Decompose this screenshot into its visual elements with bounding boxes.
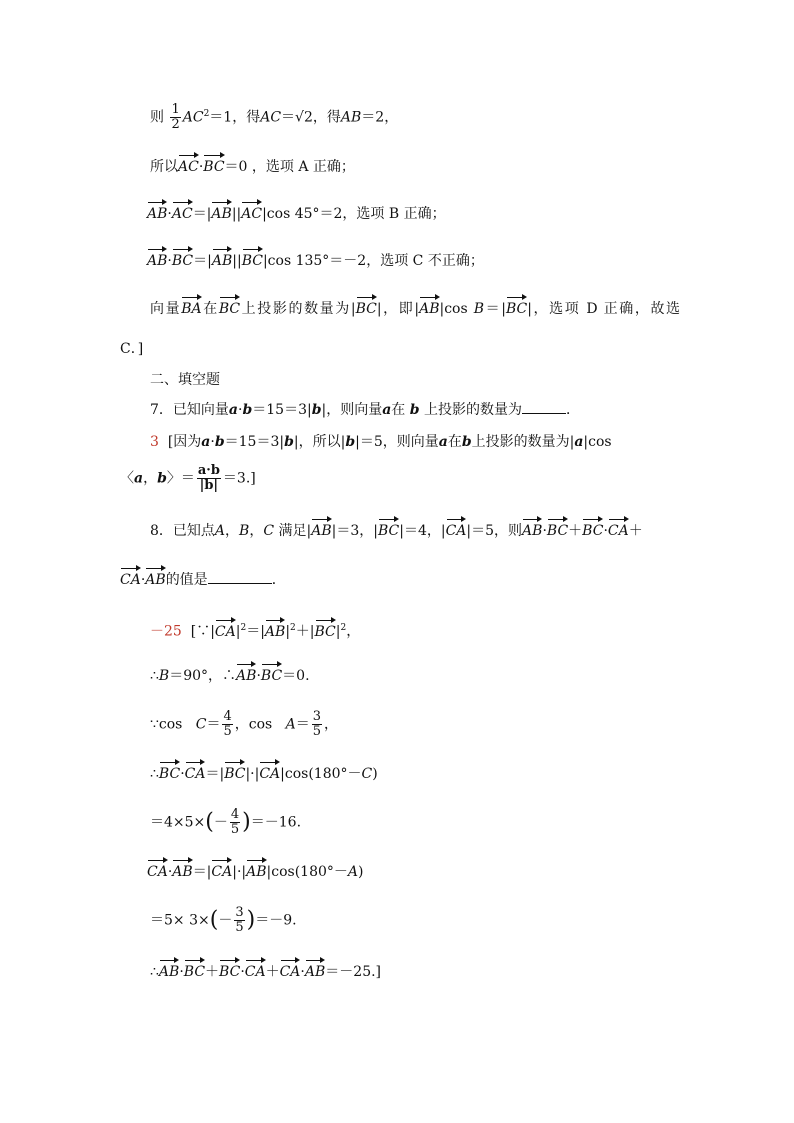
text: ＋ bbox=[265, 964, 280, 980]
vector: AB bbox=[145, 572, 166, 588]
vector: CA bbox=[607, 523, 629, 539]
math-var: AC bbox=[260, 109, 282, 126]
math-var: b bbox=[311, 402, 322, 418]
dot-operator: · bbox=[167, 253, 172, 269]
text: 上投影的数量为| bbox=[240, 301, 356, 317]
math-var: C bbox=[361, 766, 373, 782]
text: ＝15＝3| bbox=[224, 434, 285, 450]
text: ∴ bbox=[150, 766, 159, 782]
math-var: B bbox=[473, 301, 485, 317]
fraction bbox=[197, 464, 221, 493]
text: ＝5× 3× bbox=[150, 912, 210, 929]
fraction bbox=[170, 103, 180, 132]
vector: CA bbox=[279, 964, 301, 980]
math-var: B bbox=[158, 668, 170, 684]
text: 上投影的数量为 bbox=[424, 402, 522, 418]
vector: BC bbox=[158, 766, 181, 782]
denominator: 5 bbox=[223, 724, 232, 739]
answer-8-line-4 bbox=[150, 764, 378, 784]
text: 上投影的数量为| bbox=[471, 434, 575, 450]
dot-operator: · bbox=[238, 402, 243, 418]
text: ． bbox=[566, 402, 580, 418]
vector: BC bbox=[355, 301, 377, 317]
vector: AC bbox=[241, 206, 263, 222]
solution-line-5 bbox=[150, 299, 680, 319]
text: ， bbox=[143, 470, 158, 487]
numerator: 3 bbox=[235, 905, 244, 920]
text: 在 bbox=[391, 402, 406, 418]
text: 则 bbox=[150, 109, 164, 126]
vector: BC bbox=[582, 523, 604, 539]
vector: AB bbox=[264, 623, 286, 640]
math-var: B bbox=[239, 523, 250, 539]
text: ∴ bbox=[150, 668, 159, 684]
dot-operator: · bbox=[198, 159, 204, 175]
text: 所以 bbox=[150, 159, 178, 175]
text: ＝| bbox=[484, 301, 506, 317]
vector: AB bbox=[311, 523, 332, 539]
text: ∴ bbox=[150, 964, 159, 980]
math-var: b bbox=[345, 434, 356, 450]
math-var: AC bbox=[182, 109, 204, 126]
answer-value: －25 bbox=[150, 623, 182, 640]
vector: AB bbox=[172, 864, 193, 880]
denominator: 5 bbox=[230, 822, 240, 837]
denominator: |b| bbox=[199, 478, 219, 493]
text: ＝| bbox=[193, 253, 212, 269]
text: |＝5，则向量 bbox=[355, 434, 439, 450]
text: |，选项 D 正确，故选 bbox=[527, 301, 681, 317]
solution-line-1 bbox=[150, 103, 398, 132]
question-8 bbox=[150, 521, 643, 541]
heading-text: 二、填空题 bbox=[150, 372, 220, 388]
text: ， bbox=[249, 523, 264, 539]
section-heading bbox=[150, 370, 220, 390]
text: － bbox=[213, 814, 228, 831]
denominator: 2 bbox=[171, 117, 180, 132]
text: |，则向量 bbox=[321, 402, 383, 418]
numerator: 4 bbox=[223, 709, 232, 724]
answer-8-line-5 bbox=[150, 808, 301, 837]
text: ＝2， bbox=[361, 109, 399, 126]
numerator: 4 bbox=[230, 807, 240, 822]
text: [因为 bbox=[167, 434, 202, 450]
answer-blank bbox=[208, 571, 272, 584]
text: ＝| bbox=[205, 766, 225, 782]
vector: AB bbox=[158, 964, 180, 980]
vector: CA bbox=[184, 766, 206, 782]
text: ＝1，得 bbox=[209, 109, 261, 126]
answer-8-line-6 bbox=[147, 862, 363, 882]
text: ＝| bbox=[192, 206, 212, 222]
text: |cos(180°－ bbox=[266, 864, 348, 880]
question-7 bbox=[150, 400, 580, 420]
answer-8-line-3 bbox=[150, 710, 338, 739]
denominator: 5 bbox=[235, 920, 244, 935]
right-paren: ) bbox=[242, 809, 251, 835]
solution-line-3 bbox=[147, 204, 446, 224]
vector: BC bbox=[505, 301, 528, 317]
answer-7 bbox=[150, 432, 612, 452]
dot-operator: · bbox=[300, 964, 305, 980]
text: 的值是 bbox=[165, 572, 208, 588]
text: ＝ bbox=[295, 716, 310, 733]
text: ＝4×5× bbox=[150, 814, 206, 831]
text: |＝4，| bbox=[399, 523, 446, 539]
vector: AB bbox=[147, 253, 168, 269]
text: ＝－25.] bbox=[325, 964, 382, 980]
fraction bbox=[234, 906, 244, 935]
text: ． bbox=[271, 572, 286, 588]
math-var: b bbox=[461, 434, 472, 450]
text: ， bbox=[346, 623, 361, 640]
text: || bbox=[232, 253, 242, 269]
dot-operator: · bbox=[167, 864, 173, 880]
dot-operator: · bbox=[542, 523, 547, 539]
math-var: b bbox=[284, 434, 294, 450]
math-var: b bbox=[242, 402, 253, 418]
text: 满足| bbox=[278, 523, 312, 539]
text: ) bbox=[372, 766, 378, 782]
text: ＝| bbox=[192, 864, 212, 880]
math-var: b bbox=[214, 434, 225, 450]
text: 〈 bbox=[120, 470, 134, 487]
vector: BC bbox=[218, 301, 241, 317]
math-var: C bbox=[195, 716, 207, 733]
vector: CA bbox=[211, 864, 233, 880]
text: || bbox=[231, 206, 242, 222]
vector: BC bbox=[171, 253, 194, 269]
solution-line-4 bbox=[147, 251, 484, 271]
dot-operator: · bbox=[256, 668, 261, 684]
vector: AB bbox=[147, 206, 168, 222]
text: ＋ bbox=[205, 964, 220, 980]
math-var: a bbox=[438, 434, 448, 450]
solution-line-6 bbox=[120, 339, 143, 359]
vector: AB bbox=[522, 523, 543, 539]
text: ， bbox=[225, 523, 240, 539]
text: 〉＝ bbox=[166, 470, 195, 487]
text: ＝√2，得 bbox=[281, 109, 341, 126]
dot-operator: · bbox=[603, 523, 608, 539]
vector: BC bbox=[314, 623, 336, 640]
math-var: b bbox=[409, 402, 420, 418]
answer-8-line-7 bbox=[150, 906, 297, 935]
text: 7．已知向量 bbox=[150, 402, 229, 418]
text: |cos bbox=[583, 434, 612, 450]
vector: AB bbox=[211, 206, 232, 222]
vector: CA bbox=[214, 623, 236, 640]
text: ＝90°，∴ bbox=[169, 668, 237, 684]
text: 8．已知点 bbox=[150, 523, 215, 539]
vector: BA bbox=[181, 301, 202, 317]
text: |＝3，| bbox=[331, 523, 378, 539]
dot-operator: · bbox=[210, 434, 215, 450]
text: | bbox=[335, 623, 341, 640]
vector: AB bbox=[419, 301, 440, 317]
math-var: a bbox=[134, 470, 144, 487]
vector: BC bbox=[224, 766, 246, 782]
dot-operator: · bbox=[140, 572, 146, 588]
vector: AC bbox=[171, 206, 193, 222]
right-paren: ) bbox=[246, 907, 256, 933]
math-var: C bbox=[263, 523, 275, 539]
vector: AB bbox=[304, 964, 326, 980]
text: | bbox=[235, 623, 241, 640]
vector: CA bbox=[147, 864, 168, 880]
text: |，即| bbox=[376, 301, 420, 317]
vector: AB bbox=[236, 668, 257, 684]
dot-operator: · bbox=[180, 766, 185, 782]
math-var: a bbox=[201, 434, 211, 450]
text: ＋| bbox=[295, 623, 315, 640]
exponent: 2 bbox=[203, 108, 210, 119]
text: ＝ bbox=[206, 716, 221, 733]
exponent: 2 bbox=[340, 623, 347, 633]
vector: CA bbox=[445, 523, 467, 539]
math-var: b bbox=[157, 470, 167, 487]
answer-8-line-2 bbox=[150, 666, 310, 686]
vector: CA bbox=[244, 964, 266, 980]
text: ＝0 ，选项 A 正确； bbox=[224, 159, 355, 175]
text: 在 bbox=[447, 434, 462, 450]
vector: BC bbox=[377, 523, 400, 539]
text: |cos bbox=[439, 301, 468, 317]
answer-8-line-1 bbox=[150, 618, 360, 642]
text: ＝| bbox=[246, 623, 265, 640]
text: |＝5，则 bbox=[466, 523, 523, 539]
vector: AC bbox=[178, 159, 199, 175]
text: |，所以| bbox=[293, 434, 346, 450]
vector: AB bbox=[246, 864, 267, 880]
math-var: a bbox=[228, 402, 238, 418]
math-var: a bbox=[382, 402, 392, 418]
vector: BC bbox=[241, 253, 263, 269]
math-var: a bbox=[574, 434, 584, 450]
exponent: 2 bbox=[240, 623, 247, 633]
text: [∵| bbox=[190, 623, 215, 640]
exponent: 2 bbox=[290, 623, 296, 633]
vector: BC bbox=[260, 668, 283, 684]
question-8-cont bbox=[120, 570, 286, 590]
answer-7-cont bbox=[120, 464, 256, 493]
left-paren: ( bbox=[209, 907, 219, 933]
text: ＋ bbox=[628, 523, 643, 539]
text: |cos(180°－ bbox=[280, 766, 362, 782]
dot-operator: · bbox=[179, 964, 184, 980]
math-var: A bbox=[214, 523, 226, 539]
text: ＝3.] bbox=[222, 470, 256, 487]
text: － bbox=[218, 912, 233, 929]
vector: BC bbox=[546, 523, 569, 539]
math-var: AB bbox=[340, 109, 362, 126]
text: ， bbox=[323, 716, 338, 733]
text: 在 bbox=[201, 301, 219, 317]
answer-value: 3 bbox=[150, 434, 159, 450]
text: ) bbox=[358, 864, 364, 880]
text: ＝－9. bbox=[255, 912, 297, 929]
dot-operator: · bbox=[240, 964, 245, 980]
vector: AB bbox=[211, 253, 233, 269]
dot-operator: · bbox=[167, 206, 172, 222]
vector: BC bbox=[183, 964, 206, 980]
math-var: A bbox=[285, 716, 296, 733]
numerator: 3 bbox=[312, 709, 321, 724]
text: ＋ bbox=[568, 523, 583, 539]
vector: CA bbox=[259, 766, 281, 782]
fraction bbox=[222, 710, 232, 739]
answer-blank bbox=[522, 401, 566, 414]
text: |cos 45°＝2，选项 B 正确； bbox=[262, 206, 446, 222]
text: ∵cos bbox=[150, 716, 183, 733]
math-var: A bbox=[347, 864, 359, 880]
fraction bbox=[230, 808, 240, 837]
text: | bbox=[285, 623, 291, 640]
vector: BC bbox=[219, 964, 241, 980]
text: ＝0. bbox=[282, 668, 310, 684]
vector: BC bbox=[203, 159, 225, 175]
fraction bbox=[312, 710, 322, 739]
vector: CA bbox=[120, 572, 141, 588]
text: ，cos bbox=[234, 716, 273, 733]
text: ＝－16. bbox=[250, 814, 302, 831]
text: ＝15＝3| bbox=[252, 402, 312, 418]
solution-line-2 bbox=[150, 157, 355, 177]
text: |·| bbox=[245, 766, 260, 782]
denominator: 5 bbox=[312, 724, 321, 739]
text: |cos 135°＝－2，选项 C 不正确； bbox=[262, 253, 484, 269]
numerator: a·b bbox=[197, 463, 220, 478]
text: C．] bbox=[120, 341, 144, 357]
answer-8-line-8 bbox=[150, 962, 381, 982]
text: 向量 bbox=[150, 301, 182, 317]
left-paren: ( bbox=[205, 809, 214, 835]
text: |·| bbox=[232, 864, 247, 880]
numerator: 1 bbox=[171, 102, 180, 117]
